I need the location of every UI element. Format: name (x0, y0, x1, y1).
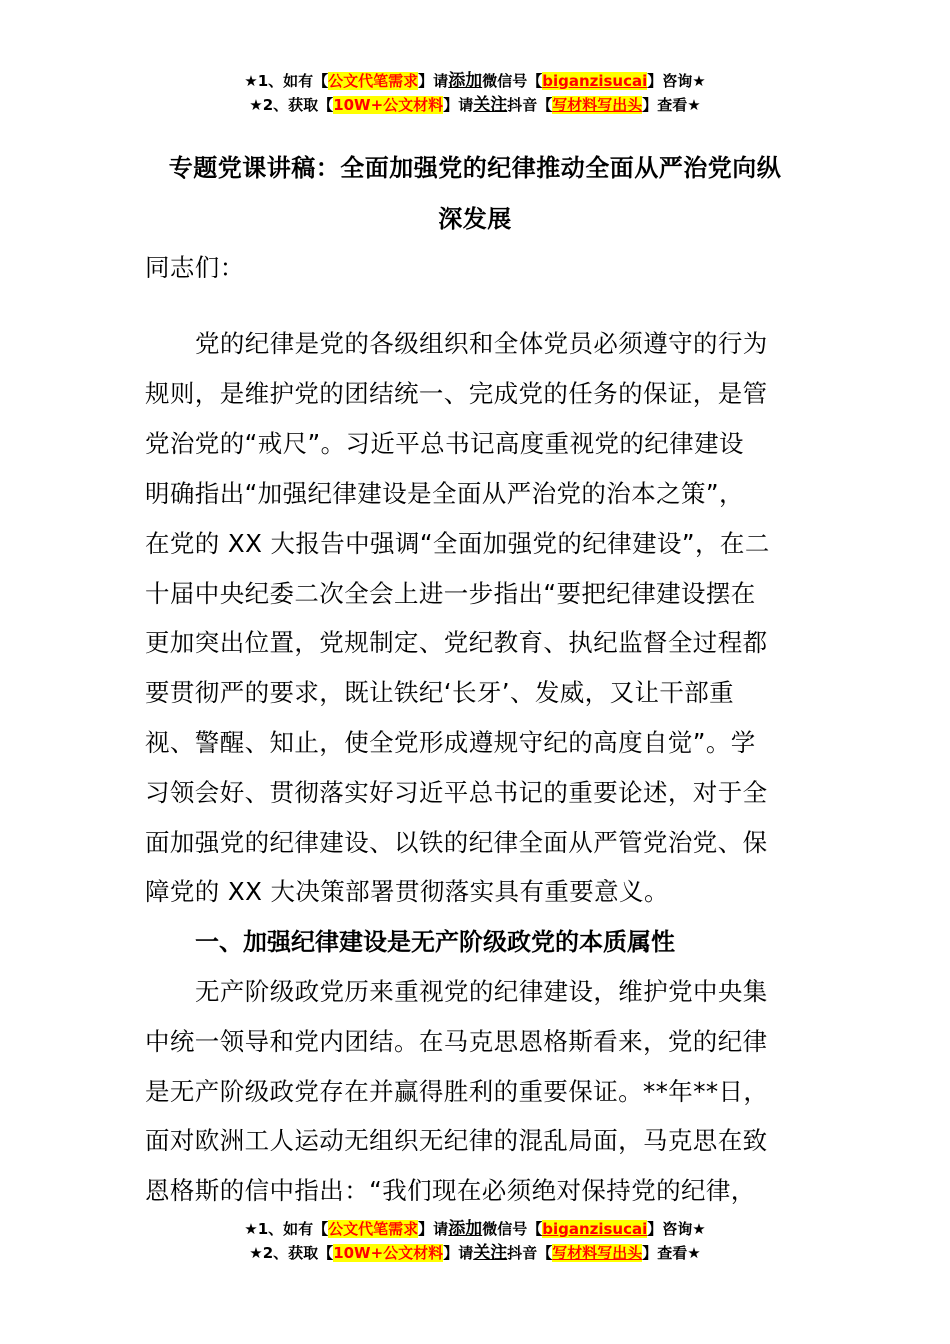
ad-prefix: ★2、获取【 (249, 96, 334, 114)
ad-douyin-account[interactable]: 写材料写出头 (552, 1244, 643, 1262)
paragraph-line: 视、警醒、知止，使全党形成遵规守纪的高度自觉”。学 (145, 728, 756, 757)
paragraph-line: 无产阶级政党历来重视党的纪律建设，维护党中央集 (195, 977, 768, 1006)
document-title-line-2: 深发展 (438, 205, 512, 233)
ad-text: 】查看★ (642, 96, 701, 114)
ad-highlight-service: 公文代笔需求 (328, 72, 419, 90)
paragraph-line: 党的纪律是党的各级组织和全体党员必须遵守的行为 (195, 329, 768, 358)
ad-text: 】请 (443, 96, 474, 114)
ad-text: 微信号【 (482, 1220, 543, 1238)
ad-highlight-service: 公文代笔需求 (328, 1220, 419, 1238)
ad-text: 抖音【 (507, 1244, 553, 1262)
ad-highlight-materials: 10W+公文材料 (333, 1244, 444, 1262)
footer-ad-line-1 (0, 1218, 950, 1240)
ad-prefix: ★1、如有【 (244, 72, 329, 90)
ad-text: 】查看★ (642, 1244, 701, 1262)
document-title-line-1: 专题党课讲稿：全面加强党的纪律推动全面从严治党向纵 (168, 154, 782, 182)
ad-text: 】请 (418, 72, 449, 90)
ad-douyin-account[interactable]: 写材料写出头 (552, 96, 643, 114)
ad-prefix: ★1、如有【 (244, 1220, 329, 1238)
footer-ad-line-2 (0, 1242, 950, 1264)
paragraph-line: 要贯彻严的要求，既让铁纪‘长牙’、发威，又让干部重 (145, 678, 735, 707)
ad-text: 抖音【 (507, 96, 553, 114)
ad-text: 】咨询★ (647, 1220, 706, 1238)
paragraph-line: 更加突出位置，党规制定、党纪教育、执纪监督全过程都 (145, 628, 768, 657)
paragraph-line: 党治党的“戒尺”。习近平总书记高度重视党的纪律建设 (145, 429, 744, 458)
paragraph-line: 是无产阶级政党存在并赢得胜利的重要保证。**年**日， (145, 1077, 769, 1106)
paragraph-line: 在党的 XX 大报告中强调“全面加强党的纪律建设”，在二 (145, 529, 770, 558)
ad-text: 】请 (443, 1244, 474, 1262)
paragraph-line: 明确指出“加强纪律建设是全面从严治党的治本之策”， (145, 479, 744, 508)
header-ad-line-2 (0, 94, 950, 116)
ad-underline-add: 添加 (448, 1219, 483, 1239)
ad-wechat-id[interactable]: biganzisucai (542, 72, 648, 90)
paragraph-line: 十届中央纪委二次全会上进一步指出“要把纪律建设摆在 (145, 579, 756, 608)
paragraph-line: 规则，是维护党的团结统一、完成党的任务的保证，是管 (145, 379, 768, 408)
ad-prefix: ★2、获取【 (249, 1244, 334, 1262)
paragraph-line: 面加强党的纪律建设、以铁的纪律全面从严管党治党、保 (145, 828, 768, 857)
ad-underline-follow: 关注 (473, 95, 508, 115)
ad-underline-add: 添加 (448, 71, 483, 91)
ad-text: 】咨询★ (647, 72, 706, 90)
ad-text: 】请 (418, 1220, 449, 1238)
section-heading-1: 一、加强纪律建设是无产阶级政党的本质属性 (195, 928, 675, 956)
paragraph-line: 恩格斯的信中指出：“我们现在必须绝对保持党的纪律， (145, 1176, 756, 1205)
ad-wechat-id[interactable]: biganzisucai (542, 1220, 648, 1238)
paragraph-line: 中统一领导和党内团结。在马克思恩格斯看来，党的纪律 (145, 1027, 768, 1056)
header-ad-line-1 (0, 70, 950, 92)
paragraph-line: 面对欧洲工人运动无组织无纪律的混乱局面，马克思在致 (145, 1126, 768, 1155)
ad-underline-follow: 关注 (473, 1243, 508, 1263)
ad-text: 微信号【 (482, 72, 543, 90)
paragraph-line: 习领会好、贯彻落实好习近平总书记的重要论述，对于全 (145, 778, 768, 807)
salutation: 同志们： (145, 253, 245, 282)
ad-highlight-materials: 10W+公文材料 (333, 96, 444, 114)
paragraph-line: 障党的 XX 大决策部署贯彻落实具有重要意义。 (145, 877, 669, 906)
